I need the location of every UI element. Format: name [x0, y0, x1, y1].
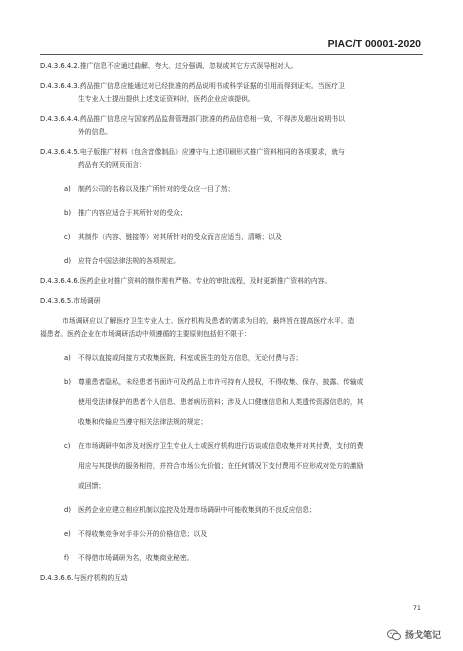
section-heading-medical-institutions: D.4.3.6.6.与医疗机构的互动: [40, 574, 128, 582]
clause-4-5-line1: D.4.3.6.4.5.电子版推广材料（包含音像制品）应遵守与上述印刷形式推广资料相同的各项要求，就与: [40, 148, 345, 156]
list-item: d) 应符合中国法律法规的各项规定。: [64, 257, 180, 265]
list-item: e) 不得收集竞争对手非公开的价格信息；以及: [64, 530, 208, 538]
clause-4-4-line2: 外的信息。: [78, 128, 112, 136]
clause-4-6: D.4.3.6.4.6.医药企业对推广资料的制作需有严格、专业的审批流程，及时更新推广资料的内容。: [40, 277, 332, 285]
watermark-text: 扬戈笔记: [404, 631, 441, 641]
list-item: b) 推广内容应适合于其所针对的受众；: [64, 209, 187, 217]
list-item: f) 不得借市场调研为名，收集商业秘密。: [64, 554, 194, 562]
watermark: [387, 628, 441, 641]
list-item: d) 医药企业应建立相应机制以监控及处理市场调研中可能收集到的不良反应信息；: [64, 506, 316, 514]
wechat-icon: [387, 629, 401, 641]
standard-code: PIAC/T 00001-2020: [327, 38, 421, 50]
section-heading-market-research: D.4.3.6.5.市场调研: [40, 297, 101, 305]
list-item: c) 其制作（内容、链接等）对其所针对的受众而言应适当、清晰；以及: [64, 233, 282, 241]
market-research-intro-line2: 福患者。医药企业在市场调研活动中须遵循的主要原则包括但不限于：: [40, 330, 251, 338]
list-item: a) 制药公司的名称以及推广所针对的受众应一目了然；: [64, 185, 235, 193]
list-item: c) 在市场调研中如涉及对医疗卫生专业人士或医疗机构进行访谈或信息收集并对其付费，支付的费 用应与其提供的服务相符，并符合市场公允价值；在任何情况下支付费用不应形成对处方的激励 或回馈；: [64, 442, 364, 490]
clause-4-3-line2: 生专业人士提出提供上述支证资料时，医药企业应该提供。: [78, 95, 255, 103]
header-rule: [40, 54, 423, 55]
clause-4-5-line2: 药品有关的网页而言：: [78, 161, 146, 169]
clause-4-3-line1: D.4.3.6.4.3.药品推广信息应能通过对已经批准的药品说明书或科学证据的引用而得到证实。当医疗卫: [40, 82, 345, 90]
market-research-intro-line1: 市场调研应以了解医疗卫生专业人士、医疗机构及患者的需求为目的，最终旨在提高医疗水平、造: [62, 317, 355, 325]
list-item: b) 尊重患者隐私，未经患者书面许可及药品上市许可持有人授权，不得收集、保存、披露、传输或 使用受法律保护的患者个人信息、患者病历资料；涉及人口健康信息和人类遗传资源信息的，其 收集和传输应当遵守相关法律法规的规定；: [64, 378, 364, 426]
page-number: 71: [412, 604, 421, 612]
clause-4-4-line1: D.4.3.6.4.4.药品推广信息应与国家药品监督管理部门批准的药品信息相一致，不得涉及超出说明书以: [40, 115, 345, 123]
document-body: [40, 60, 423, 585]
list-item: a) 不得以直接或间接方式收集医院、科室或医生的处方信息，无论付费与否；: [64, 354, 303, 362]
clause-4-2: D.4.3.6.4.2.推广信息不应通过曲解、夸大、过分强调、忽视或其它方式误导相对人。: [40, 62, 298, 70]
